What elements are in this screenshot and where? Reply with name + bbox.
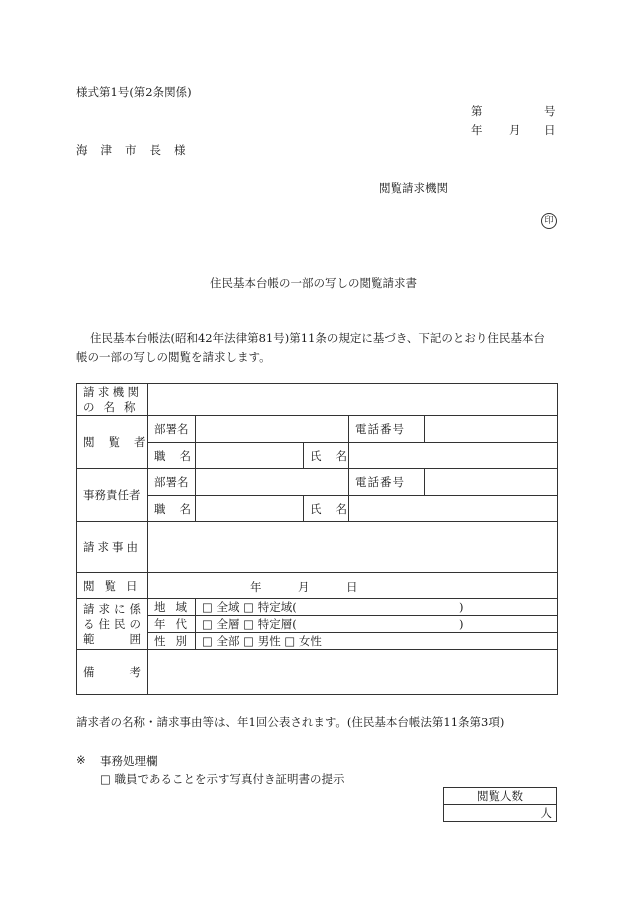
viewer-phone-field[interactable] <box>425 416 558 443</box>
reason-field[interactable] <box>148 522 558 573</box>
doc-number-prefix: 第 <box>471 104 483 118</box>
area-options[interactable]: □ 全域 □ 特定域( ) <box>196 599 558 616</box>
area-label: 地域 <box>148 599 196 616</box>
seal-icon: 印 <box>541 213 557 229</box>
scope-label: 請 求 に 係 る 住 民 の 範 囲 <box>77 599 148 650</box>
org-name-label: 請 求 機 関 の 名 称 <box>77 384 148 416</box>
remarks-label <box>77 650 148 695</box>
viewer-name-field[interactable] <box>349 443 558 469</box>
viewer-phone-label: 電話番号 <box>349 416 425 443</box>
age-label: 年代 <box>148 616 196 633</box>
viewer-count-label: 閲覧人数 <box>444 788 557 805</box>
manager-dept-field[interactable] <box>196 469 349 496</box>
gender-label: 性別 <box>148 633 196 650</box>
age-options[interactable]: □ 全層 □ 特定層( ) <box>196 616 558 633</box>
intro-line-1: 住民基本台帳法(昭和42年法律第81号)第11条の規定に基づき、下記のとおり住民基本台 <box>90 331 545 345</box>
view-date-label: 閲覧日 <box>77 573 148 599</box>
intro-line-2: 帳の一部の写しの閲覧を請求します。 <box>76 350 271 364</box>
viewer-position-label: 職名 <box>148 443 196 469</box>
form-number: 様式第1号(第2条関係) <box>76 85 192 99</box>
addressee: 海津市長様 <box>76 143 199 157</box>
id-check-item[interactable]: □ 職員であることを示す写真付き証明書の提示 <box>100 772 345 786</box>
date-month: 月 <box>509 123 521 137</box>
requester-org-label: 閲覧請求機関 <box>379 181 448 195</box>
reference-mark: ※ <box>76 753 86 767</box>
publication-notice: 請求者の名称・請求事由等は、年1回公表されます。(住民基本台帳法第11条第3項) <box>76 715 505 729</box>
viewer-count-field[interactable]: 人 <box>444 805 557 822</box>
document-title: 住民基本台帳の一部の写しの閲覧請求書 <box>210 276 417 290</box>
manager-name-label: 氏名 <box>304 496 349 522</box>
manager-phone-field[interactable] <box>425 469 558 496</box>
gender-options[interactable]: □ 全部 □ 男性 □ 女性 <box>196 633 558 650</box>
manager-dept-label: 部署名 <box>148 469 196 496</box>
manager-position-label: 職名 <box>148 496 196 522</box>
date-year: 年 <box>471 123 483 137</box>
doc-number-suffix: 号 <box>544 104 556 118</box>
request-form-table <box>76 383 558 695</box>
org-name-field[interactable] <box>148 384 558 416</box>
viewer-dept-field[interactable] <box>196 416 349 443</box>
viewer-label: 閲覧者 <box>77 416 148 469</box>
manager-label: 事務責任者 <box>77 469 148 522</box>
viewer-count-box <box>443 787 557 822</box>
manager-position-field[interactable] <box>196 496 304 522</box>
office-use-heading: 事務処理欄 <box>100 754 158 768</box>
manager-phone-label: 電話番号 <box>349 469 425 496</box>
reason-label: 請求事由 <box>77 522 148 573</box>
scope-label-line3: 範 囲 <box>83 631 141 646</box>
viewer-name-label: 氏名 <box>304 443 349 469</box>
remarks-field[interactable] <box>148 650 558 695</box>
viewer-dept-label: 部署名 <box>148 416 196 443</box>
date-day: 日 <box>544 123 556 137</box>
view-date-field[interactable]: 年 月 日 <box>148 573 558 599</box>
manager-name-field[interactable] <box>349 496 558 522</box>
viewer-position-field[interactable] <box>196 443 304 469</box>
remarks-label-text: 備 考 <box>83 665 141 679</box>
